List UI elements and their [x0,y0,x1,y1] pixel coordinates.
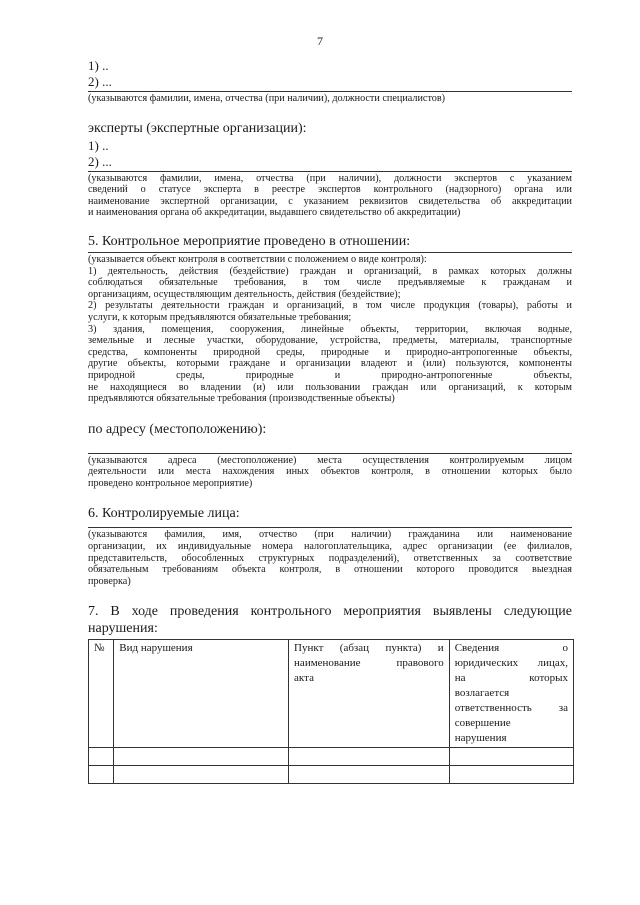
section-5-hint-line: соблюдаться обязательные требования, в том числе предъявляемые к гражданам и [88,277,572,289]
section-6-hint [88,529,572,587]
address-block [88,421,572,490]
section-5 [88,233,572,405]
table-cell[interactable] [114,748,289,766]
header-responsible-info-line: возлагается [454,687,510,700]
section-5-hint-line: средства, компоненты природной среды, природные и природно-антропогенные объекты, [88,346,572,358]
header-responsible-info-line: совершение [454,717,511,730]
section-6-hint-line: организации, их индивидуальные номера налогоплательщика, адрес организации (ее филиалов, [88,541,572,553]
address-hint-line: проведено контрольное мероприятие) [88,477,253,489]
section-5-title: 5. Контрольное мероприятие проведено в отношении: [88,233,411,249]
section-5-hint [88,254,572,405]
table-cell[interactable] [289,748,450,766]
header-responsible-info [449,640,573,748]
expert-item-1: 1) .. [88,137,109,153]
header-responsible-info-line: Сведения о [454,642,568,655]
section-7 [88,603,572,784]
section-5-hint-line: 2) результаты деятельности граждан и организаций, в том числе продукция (товары), работы и [88,300,572,312]
section-5-rule [88,252,572,253]
header-responsible-info-line: нарушения [454,732,507,745]
inspectors-block [88,58,572,105]
section-5-hint-line: природной среды, природные и природно-антропогенные объекты, [88,369,572,381]
section-6-rule [88,527,572,528]
section-5-hint-line: другие объекты, которыми граждане и организации владеют и (или) пользуются, компоненты [88,358,572,370]
inspectors-rule [88,91,572,92]
table-cell[interactable] [89,766,114,784]
section-5-hint-line: 1) деятельность, действия (бездействие) граждан и организаций, в рамках которых должны [88,265,572,277]
experts-hint-line: (указываются фамилии, имена, отчества (при наличии), должности экспертов с указанием [88,172,572,184]
table-cell[interactable] [114,766,289,784]
experts-hint [88,173,572,219]
header-responsible-info-line: ответственность за [454,702,568,715]
table-cell[interactable] [449,748,573,766]
header-legal-act-line: наименование правового [294,657,444,670]
section-6 [88,505,572,587]
table-cell[interactable] [89,748,114,766]
header-responsible-info-line: на которых [454,672,568,685]
section-6-hint-line: проверка) [88,575,131,587]
address-title: по адресу (местоположению): [88,421,267,437]
header-violation-type: Вид нарушения [114,640,289,748]
section-5-hint-line: услуги, к которым предъявляются обязательные требования; [88,311,352,323]
experts-block [88,120,572,219]
address-hint-line: (указываются адреса (местоположение) места осуществления контролируемым лицом [88,454,572,466]
header-legal-act-line: Пункт (абзац пункта) и [294,642,444,655]
expert-item-2: 2) ... [88,153,112,169]
page-number: 7 [317,34,323,48]
experts-rule [88,171,572,172]
experts-hint-line: сведений о статусе эксперта в реестре экспертов контрольного (надзорного) органа или [88,184,572,196]
experts-hint-line: и наименования органа об аккредитации, выдавшего свидетельство об аккредитации) [88,207,461,219]
table-cell[interactable] [449,766,573,784]
experts-title: эксперты (экспертные организации): [88,120,307,136]
section-5-hint-line: не находящиеся во владении (и) или пользовании граждан или организаций, к которым [88,381,572,393]
section-5-hint-line: предъявляются обязательные требования (производственные объекты) [88,393,395,405]
section-5-hint-line: организациям, осуществляющим деятельность, действия (бездействие); [88,288,401,300]
section-6-hint-line: обязательным требованиям объекта контроля, в отношении которого проводится выездная [88,564,572,576]
section-7-title-line-2: нарушения: [88,621,158,637]
table-row [89,748,574,766]
inspector-item-1: 1) .. [88,58,109,73]
experts-hint-line: наименование экспертной организации, с указанием реквизитов свидетельства об аккредитации [88,195,572,207]
address-hint-line: деятельности или места нахождения иных объектов контроля, в отношении которых было [88,466,572,478]
header-legal-act-line: акта [294,672,314,685]
inspector-item-2: 2) ... [88,74,112,89]
table-row [89,766,574,784]
address-rule [88,453,572,454]
header-legal-act [289,640,450,748]
section-5-hint-line: 3) здания, помещения, сооружения, линейные объекты, территории, включая водные, [88,323,572,335]
section-5-hint-line: (указывается объект контроля в соответствии с положением о виде контроля): [88,253,427,265]
table-cell[interactable] [289,766,450,784]
violations-table-header [89,640,574,748]
section-6-title: 6. Контролируемые лица: [88,506,240,522]
header-responsible-info-line: юридических лицах, [454,657,568,670]
section-6-hint-line: представительств, обособленных структурных подразделений), ответственных за соответствие [88,552,572,564]
document-body [88,58,572,784]
section-7-title-line-1: 7. В ходе проведения контрольного мероприятия выявлены следующие [88,604,572,620]
address-hint [88,455,572,490]
inspectors-hint: (указываются фамилии, имена, отчества (при наличии), должности специалистов) [88,93,446,104]
section-6-hint-line: (указываются фамилия, имя, отчество (при наличии) гражданина или наименование [88,529,572,541]
header-number: № [89,640,114,748]
section-5-hint-line: земельные и лесные участки, оборудование, устройства, предметы, материалы, транспортные [88,335,572,347]
violations-table [88,639,574,784]
